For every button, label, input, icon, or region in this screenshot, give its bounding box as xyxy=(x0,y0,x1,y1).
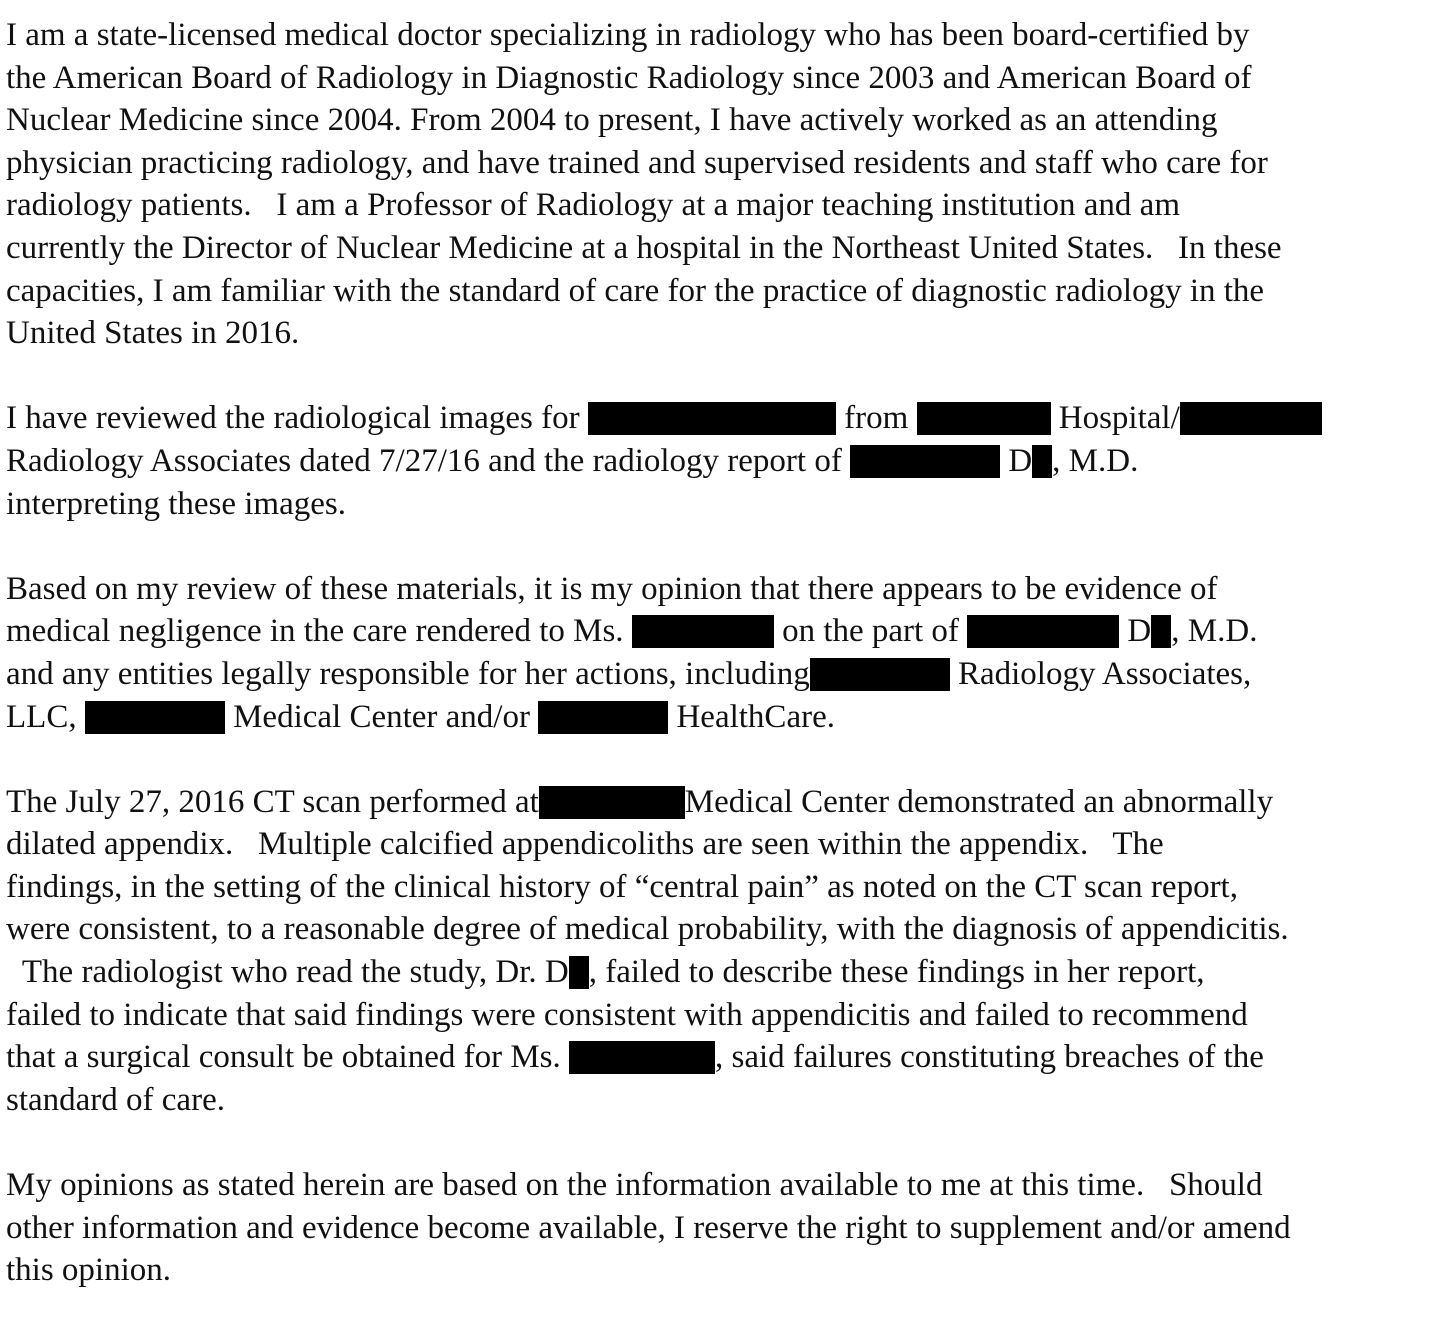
text-segment: Medical Center demonstrated an abnormally xyxy=(684,783,1274,820)
text-segment: on the part of xyxy=(773,613,968,650)
redaction-bar xyxy=(917,402,1051,435)
text-segment: The July 27, 2016 CT scan performed at xyxy=(6,783,539,820)
text-segment: , M.D. xyxy=(1052,442,1139,479)
paragraph-review xyxy=(6,397,1452,525)
text-segment: , failed to describe these findings in her report, xyxy=(588,954,1205,991)
paragraph-qualifications xyxy=(6,14,1452,355)
text-line: other information and evidence become available, I reserve the right to supplement and/or amend xyxy=(6,1209,1291,1246)
text-segment: that a surgical consult be obtained for Ms. xyxy=(6,1039,570,1076)
text-line xyxy=(6,397,1452,440)
text-line xyxy=(6,696,1452,739)
redaction-bar xyxy=(850,445,1000,478)
text-segment: HealthCare. xyxy=(668,698,835,735)
text-line: standard of care. xyxy=(6,1081,225,1118)
text-segment: from xyxy=(835,400,917,437)
redaction-bar xyxy=(1151,615,1171,648)
text-segment: Radiology Associates dated 7/27/16 and the radiology report of xyxy=(6,442,851,479)
text-line: failed to indicate that said findings were consistent with appendicitis and failed to recommend xyxy=(6,996,1248,1033)
redaction-bar xyxy=(1180,402,1322,435)
text-line: United States in 2016. xyxy=(6,315,300,352)
document-page xyxy=(6,14,1452,1334)
redaction-bar xyxy=(569,1041,715,1074)
redaction-bar xyxy=(810,658,950,691)
text-segment: and any entities legally responsible for her actions, including xyxy=(6,655,810,692)
text-line: dilated appendix. Multiple calcified appendicoliths are seen within the appendix. The xyxy=(6,826,1164,863)
text-segment: I have reviewed the radiological images for xyxy=(6,400,588,437)
text-line: this opinion. xyxy=(6,1252,172,1289)
text-segment: , said failures constituting breaches of the xyxy=(715,1039,1264,1076)
text-segment: Hospital/ xyxy=(1050,400,1180,437)
text-line: physician practicing radiology, and have trained and supervised residents and staff who care for xyxy=(6,144,1268,181)
redaction-bar xyxy=(588,402,836,435)
text-line xyxy=(6,951,1452,994)
redaction-bar xyxy=(1032,445,1052,478)
paragraph-reservation xyxy=(6,1164,1452,1292)
text-line xyxy=(6,610,1452,653)
text-line: the American Board of Radiology in Diagnostic Radiology since 2003 and American Board of xyxy=(6,59,1252,96)
text-segment: Medical Center and/or xyxy=(224,698,539,735)
text-line: I am a state-licensed medical doctor specializing in radiology who has been board-certified by xyxy=(6,17,1250,53)
redaction-bar xyxy=(569,956,589,989)
redaction-bar xyxy=(967,615,1119,648)
redaction-bar xyxy=(85,701,225,734)
redaction-bar xyxy=(538,701,668,734)
text-segment: medical negligence in the care rendered to Ms. xyxy=(6,613,632,650)
text-line: Based on my review of these materials, it is my opinion that there appears to be evidence of xyxy=(6,570,1218,607)
text-line: findings, in the setting of the clinical history of “central pain” as noted on the CT scan report, xyxy=(6,868,1238,905)
text-line: were consistent, to a reasonable degree of medical probability, with the diagnosis of appendicitis. xyxy=(6,911,1289,948)
text-line xyxy=(6,653,1452,696)
text-line: currently the Director of Nuclear Medicine at a hospital in the Northeast United States. In these xyxy=(6,229,1282,266)
text-segment: Radiology Associates, xyxy=(949,655,1252,692)
text-segment: D xyxy=(1000,442,1033,479)
text-line: Nuclear Medicine since 2004. From 2004 to present, I have actively worked as an attending xyxy=(6,102,1218,139)
text-segment: The radiologist who read the study, Dr. D xyxy=(6,954,569,991)
text-line: capacities, I am familiar with the standard of care for the practice of diagnostic radiology in the xyxy=(6,272,1265,309)
paragraph-opinion xyxy=(6,568,1452,738)
redaction-bar xyxy=(632,615,774,648)
text-line: radiology patients. I am a Professor of Radiology at a major teaching institution and am xyxy=(6,187,1180,224)
text-line xyxy=(6,781,1452,824)
redaction-bar xyxy=(539,786,685,819)
text-line: My opinions as stated herein are based on the information available to me at this time. Should xyxy=(6,1167,1263,1204)
text-segment: , M.D. xyxy=(1171,613,1258,650)
paragraph-findings xyxy=(6,781,1452,1122)
text-line xyxy=(6,440,1452,483)
text-segment: D xyxy=(1119,613,1152,650)
text-line: interpreting these images. xyxy=(6,485,346,522)
text-line xyxy=(6,1036,1452,1079)
text-segment: LLC, xyxy=(6,698,85,735)
